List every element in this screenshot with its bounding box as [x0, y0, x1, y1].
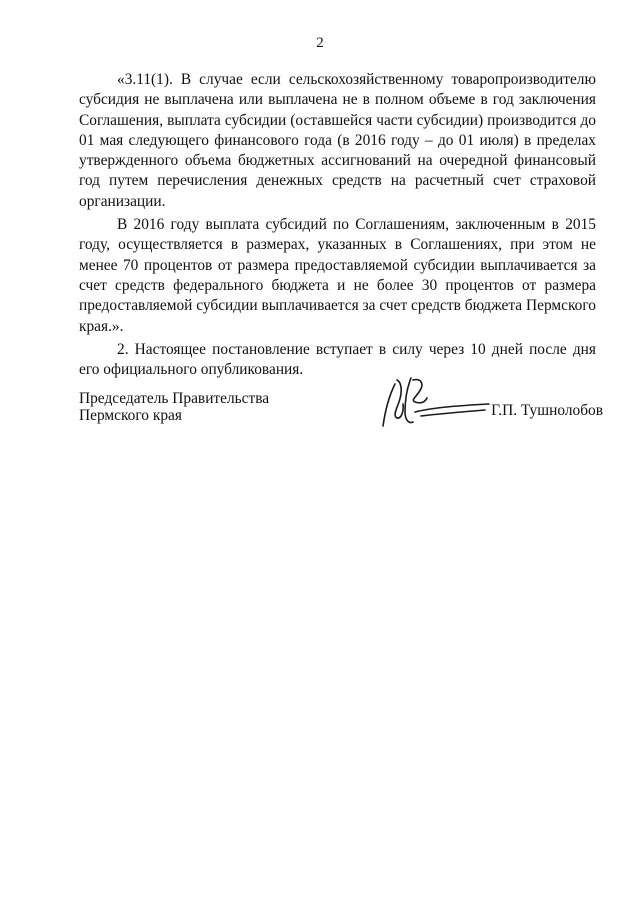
signer-title-line-2: Пермского края — [79, 407, 182, 424]
page-number: 2 — [316, 35, 324, 51]
signer-name: Г.П. Тушнолобов — [491, 402, 603, 419]
signer-title-line-1: Председатель Правительства — [79, 390, 270, 407]
paragraph-effective-date: 2. Настоящее постановление вступает в силу через 10 дней после дня его официального опубликования. — [79, 340, 596, 379]
handwritten-signature-icon — [381, 372, 491, 432]
paragraph-2016-payments: В 2016 году выплата субсидий по Соглашениям, заключенным в 2015 году, осуществляется в размерах, указанных в Соглашениях, при этом не менее 70 процентов от размера предоставляемой субсидии выплачивается за счет средств федерального бюджета и не более 30 процентов от размера предоставляемой субсидии выплачивается за счет средств бюджета Пермского края.». — [79, 216, 596, 335]
signer-title — [79, 390, 269, 424]
signature-block — [79, 390, 603, 440]
paragraph-subsidy-payment: «3.11(1). В случае если сельскохозяйственному товаропроизводителю субсидия не выплачена или выплачена не в полном объеме в год заключения Соглашения, выплата субсидии (оставшейся части субсидии) производится до 01 мая следующего финансового года (в 2016 году – до 01 июля) в пределах утвержденного объема бюджетных ассигнований на очередной финансовый год путем перечисления денежных средств на расчетный счет страховой организации. — [79, 71, 596, 210]
document-body — [79, 70, 596, 380]
